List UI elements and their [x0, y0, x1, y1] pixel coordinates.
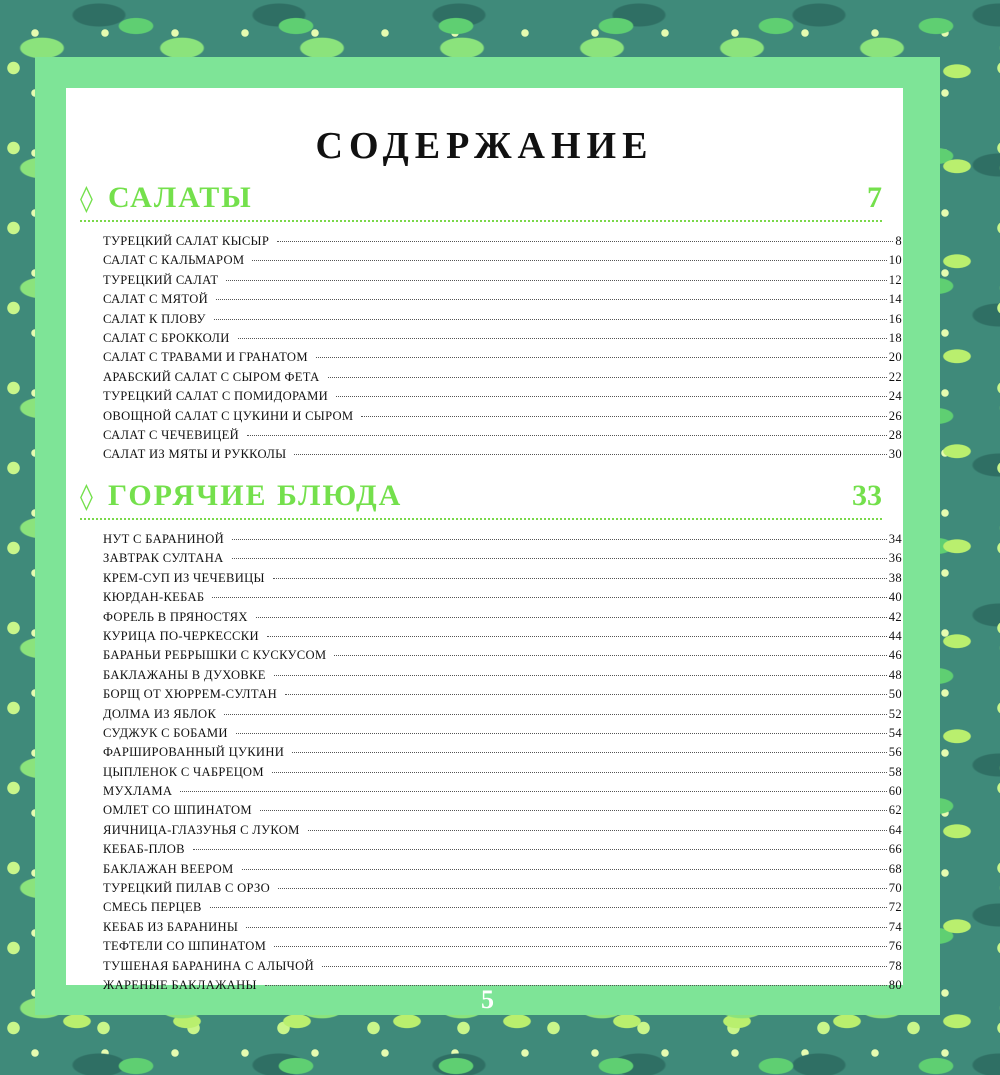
toc-entry-label: САЛАТ К ПЛОВУ: [103, 311, 206, 326]
dot-leader: [193, 849, 887, 850]
toc-entry[interactable]: [103, 312, 902, 331]
dot-leader: [252, 260, 886, 261]
section-heading-salads[interactable]: [80, 180, 882, 222]
toc-entry[interactable]: [103, 551, 902, 570]
toc-entry-label: БАРАНЬИ РЕБРЫШКИ С КУСКУСОМ: [103, 648, 327, 663]
diamond-bullet-icon: ◊: [80, 184, 93, 214]
toc-entry-label: КЕБАБ-ПЛОВ: [103, 842, 185, 857]
toc-entry-label: ТУШЕНАЯ БАРАНИНА С АЛЫЧОЙ: [103, 958, 314, 973]
toc-entry[interactable]: [103, 842, 902, 861]
toc-entry-label: САЛАТ С БРОККОЛИ: [103, 330, 230, 345]
toc-entry-page: 22: [888, 369, 902, 384]
toc-entry[interactable]: [103, 687, 902, 706]
diamond-bullet-icon: ◊: [80, 482, 93, 512]
toc-entry[interactable]: [103, 234, 902, 253]
toc-entry-page: 36: [888, 551, 902, 566]
toc-entry[interactable]: [103, 292, 902, 311]
toc-entry-label: БАКЛАЖАНЫ В ДУХОВКЕ: [103, 667, 266, 682]
toc-entry-page: 80: [888, 977, 902, 992]
dot-leader: [273, 578, 887, 579]
toc-entry-label: САЛАТ С ЧЕЧЕВИЦЕЙ: [103, 427, 240, 442]
toc-entry-label: ТУРЕЦКИЙ САЛАТ: [103, 272, 219, 287]
toc-entry[interactable]: [103, 350, 902, 369]
toc-entry-page: 60: [888, 784, 902, 799]
toc-entry-label: САЛАТ ИЗ МЯТЫ И РУККОЛЫ: [103, 447, 287, 462]
toc-entry-page: 18: [888, 330, 902, 345]
toc-entry-label: МУХЛАМА: [103, 784, 173, 799]
dot-leader: [212, 597, 886, 598]
toc-entry[interactable]: [103, 273, 902, 292]
toc-entry[interactable]: [103, 629, 902, 648]
toc-entry-label: ЦЫПЛЕНОК С ЧАБРЕЦОМ: [103, 764, 264, 779]
toc-entry-page: 10: [888, 253, 902, 268]
toc-entry[interactable]: [103, 648, 902, 667]
toc-entry-label: ЖАРЕНЫЕ БАКЛАЖАНЫ: [103, 977, 257, 992]
toc-entry[interactable]: [103, 745, 902, 764]
toc-entry-page: 8: [895, 234, 902, 248]
section-title: ГОРЯЧИЕ БЛЮДА: [108, 479, 403, 512]
dot-leader: [361, 416, 886, 417]
toc-entry-page: 70: [888, 881, 902, 896]
toc-entry-label: САЛАТ С ТРАВАМИ И ГРАНАТОМ: [103, 350, 308, 365]
dot-leader: [316, 357, 887, 358]
toc-entry-page: 52: [888, 706, 902, 721]
toc-entry[interactable]: [103, 331, 902, 350]
toc-entry[interactable]: [103, 765, 902, 784]
toc-list-salads: [103, 234, 902, 467]
contents-page: [66, 88, 903, 992]
toc-entry[interactable]: [103, 939, 902, 958]
section-page-number: 7: [867, 181, 882, 214]
toc-entry[interactable]: [103, 389, 902, 408]
toc-entry-page: 66: [888, 842, 902, 857]
toc-entry[interactable]: [103, 959, 902, 978]
toc-entry-page: 64: [888, 822, 902, 837]
toc-entry[interactable]: [103, 447, 902, 466]
toc-entry-label: ТУРЕЦКИЙ ПИЛАВ С ОРЗО: [103, 881, 271, 896]
toc-entry-page: 44: [888, 628, 902, 643]
toc-entry-label: ЯИЧНИЦА-ГЛАЗУНЬЯ С ЛУКОМ: [103, 822, 300, 837]
toc-entry-page: 58: [888, 764, 902, 779]
toc-entry-label: АРАБСКИЙ САЛАТ С СЫРОМ ФЕТА: [103, 369, 320, 384]
dot-leader: [322, 966, 887, 967]
section-title: САЛАТЫ: [108, 181, 253, 214]
toc-entry-label: ДОЛМА ИЗ ЯБЛОК: [103, 706, 217, 721]
toc-entry-page: 46: [888, 648, 902, 663]
toc-entry[interactable]: [103, 610, 902, 629]
toc-entry-page: 34: [888, 532, 902, 546]
toc-entry-page: 48: [888, 667, 902, 682]
dot-leader: [272, 772, 887, 773]
toc-entry-label: КУРИЦА ПО-ЧЕРКЕССКИ: [103, 628, 259, 643]
dot-leader: [328, 377, 887, 378]
toc-entry[interactable]: [103, 253, 902, 272]
toc-entry-label: САЛАТ С МЯТОЙ: [103, 292, 208, 307]
toc-entry-page: 50: [888, 687, 902, 702]
dot-leader: [224, 714, 887, 715]
toc-entry-page: 14: [888, 292, 902, 307]
toc-entry-page: 12: [888, 272, 902, 287]
toc-entry-label: ТУРЕЦКИЙ САЛАТ КЫСЫР: [103, 234, 270, 248]
toc-entry-label: БАКЛАЖАН ВЕЕРОМ: [103, 861, 234, 876]
toc-entry[interactable]: [103, 881, 902, 900]
toc-entry[interactable]: [103, 726, 902, 745]
dot-leader: [278, 888, 887, 889]
dot-leader: [292, 752, 887, 753]
toc-entry-page: 72: [888, 900, 902, 915]
toc-entry-page: 16: [888, 311, 902, 326]
dot-leader: [180, 791, 887, 792]
dot-leader: [336, 396, 887, 397]
dot-leader: [238, 338, 887, 339]
toc-entry-page: 42: [888, 609, 902, 624]
toc-entry[interactable]: [103, 784, 902, 803]
toc-entry-page: 28: [888, 427, 902, 442]
toc-entry-page: 56: [888, 745, 902, 760]
toc-entry-label: ОВОЩНОЙ САЛАТ С ЦУКИНИ И СЫРОМ: [103, 408, 354, 423]
section-heading-hot-dishes[interactable]: [80, 478, 882, 520]
section-page-number: 33: [852, 479, 882, 512]
dot-leader: [260, 810, 887, 811]
toc-entry[interactable]: [103, 920, 902, 939]
toc-entry[interactable]: [103, 707, 902, 726]
toc-entry-label: ФАРШИРОВАННЫЙ ЦУКИНИ: [103, 745, 285, 760]
dot-leader: [247, 435, 887, 436]
dot-leader: [274, 675, 887, 676]
toc-entry[interactable]: [103, 823, 902, 842]
toc-entry-label: САЛАТ С КАЛЬМАРОМ: [103, 253, 245, 268]
toc-entry[interactable]: [103, 409, 902, 428]
page-number: 5: [481, 985, 494, 1014]
dot-leader: [216, 299, 887, 300]
toc-entry[interactable]: [103, 532, 902, 551]
dot-leader: [226, 280, 886, 281]
dot-leader: [285, 694, 887, 695]
toc-entry-page: 76: [888, 939, 902, 954]
toc-entry-page: 20: [888, 350, 902, 365]
toc-entry-label: ФОРЕЛЬ В ПРЯНОСТЯХ: [103, 609, 248, 624]
toc-entry-page: 26: [888, 408, 902, 423]
toc-entry-page: 24: [888, 389, 902, 404]
toc-entry-label: БОРЩ ОТ ХЮРРЕМ-СУЛТАН: [103, 687, 277, 702]
dot-leader: [334, 655, 886, 656]
toc-entry[interactable]: [103, 803, 902, 822]
toc-entry-page: 78: [888, 958, 902, 973]
dot-leader: [246, 927, 887, 928]
page-frame: [35, 57, 940, 1015]
toc-entry-page: 68: [888, 861, 902, 876]
toc-entry-label: ТУРЕЦКИЙ САЛАТ С ПОМИДОРАМИ: [103, 389, 328, 404]
toc-entry[interactable]: [103, 370, 902, 389]
toc-entry[interactable]: [103, 428, 902, 447]
dot-leader: [308, 830, 887, 831]
toc-entry[interactable]: [103, 862, 902, 881]
toc-list-hot-dishes: [103, 532, 902, 997]
toc-entry-label: ТЕФТЕЛИ СО ШПИНАТОМ: [103, 939, 267, 954]
toc-entry-page: 54: [888, 725, 902, 740]
toc-entry-page: 30: [888, 447, 902, 462]
toc-entry-label: КРЕМ-СУП ИЗ ЧЕЧЕВИЦЫ: [103, 570, 265, 585]
dot-leader: [277, 241, 893, 242]
dot-leader: [236, 733, 887, 734]
toc-entry-label: КЮРДАН-КЕБАБ: [103, 590, 205, 605]
toc-entry-label: СМЕСЬ ПЕРЦЕВ: [103, 900, 202, 915]
toc-entry-page: 62: [888, 803, 902, 818]
toc-entry-label: СУДЖУК С БОБАМИ: [103, 725, 228, 740]
toc-entry-page: 74: [888, 919, 902, 934]
dot-leader: [274, 946, 887, 947]
toc-entry[interactable]: [103, 590, 902, 609]
toc-entry-label: ОМЛЕТ СО ШПИНАТОМ: [103, 803, 252, 818]
toc-entry-label: НУТ С БАРАНИНОЙ: [103, 532, 225, 546]
dot-leader: [210, 907, 887, 908]
toc-entry[interactable]: [103, 571, 902, 590]
dot-leader: [232, 558, 887, 559]
toc-entry-label: КЕБАБ ИЗ БАРАНИНЫ: [103, 919, 239, 934]
toc-entry-label: ЗАВТРАК СУЛТАНА: [103, 551, 224, 566]
dot-leader: [242, 869, 887, 870]
toc-entry[interactable]: [103, 668, 902, 687]
dot-leader: [256, 617, 887, 618]
toc-entry[interactable]: [103, 900, 902, 919]
toc-entry-page: 40: [888, 590, 902, 605]
toc-entry-page: 38: [888, 570, 902, 585]
dot-leader: [214, 319, 887, 320]
page-title: СОДЕРЖАНИЕ: [315, 125, 654, 167]
dot-leader: [267, 636, 887, 637]
dot-leader: [232, 539, 887, 540]
dot-leader: [294, 454, 886, 455]
